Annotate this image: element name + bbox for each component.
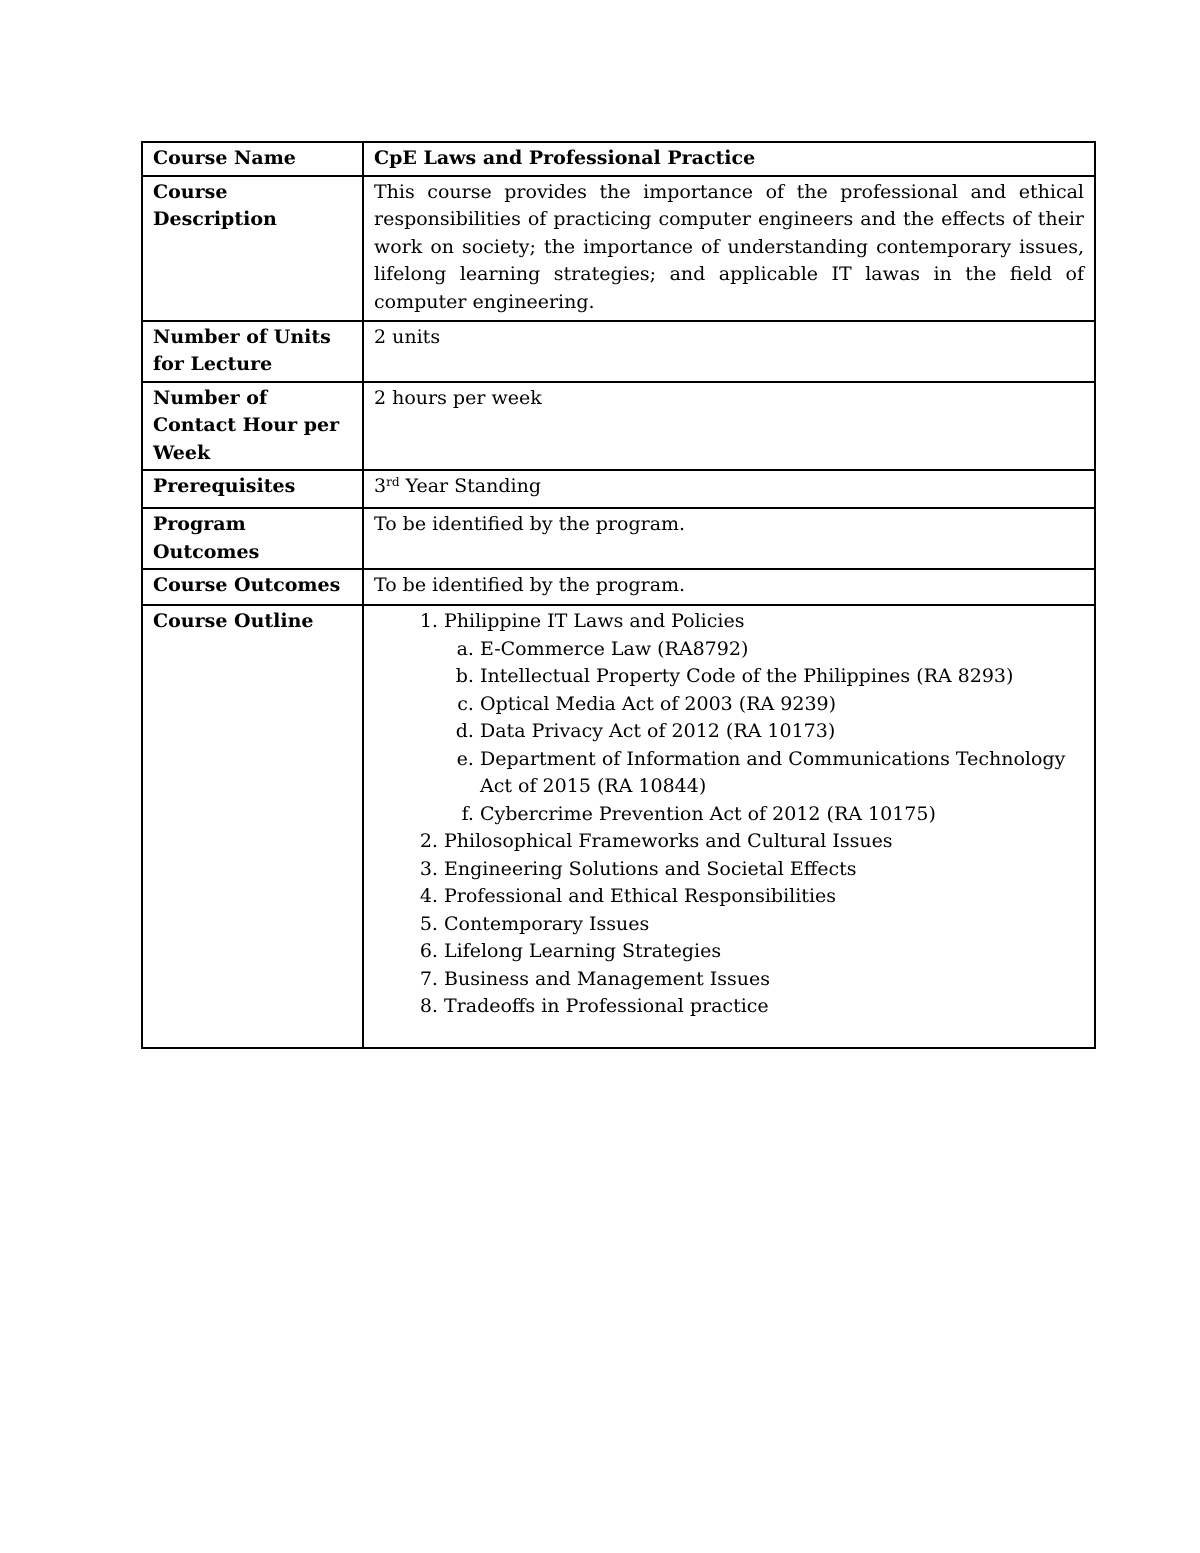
course-name-row (142, 142, 1095, 176)
prerequisites-year-text: Year Standing (399, 475, 541, 497)
prerequisites-label: Prerequisites (142, 470, 363, 508)
outline-sub-item: b. Intellectual Property Code of the Philippines (RA 8293) (480, 663, 1084, 691)
prerequisites-ordinal-suffix: rd (386, 475, 400, 489)
outline-item-text: Philippine IT Laws and Policies (444, 610, 745, 632)
program-outcomes-label: Program Outcomes (142, 508, 363, 569)
contact-hours-label: Number of Contact Hour per Week (142, 382, 363, 471)
prerequisites-value (363, 470, 1095, 508)
outline-item: 2. Philosophical Frameworks and Cultural Issues (444, 828, 1084, 856)
course-name-label: Course Name (142, 142, 363, 176)
outline-sub-item: e. Department of Information and Communications Technology Act of 2015 (RA 10844) (480, 746, 1084, 801)
outline-sub-item: f. Cybercrime Prevention Act of 2012 (RA 10175) (480, 801, 1084, 829)
course-description-value: This course provides the importance of the professional and ethical responsibilities of practicing computer engineers and the effects of their work on society; the importance of understanding contemporary issues, lifelong learning strategies; and applicable IT lawas in the field of computer engineering. (363, 176, 1095, 321)
outline-list (374, 608, 1084, 1021)
outline-item: 7. Business and Management Issues (444, 966, 1084, 994)
outline-item: 4. Professional and Ethical Responsibilities (444, 883, 1084, 911)
course-syllabus-table (141, 141, 1096, 1049)
course-name-value: CpE Laws and Professional Practice (363, 142, 1095, 176)
contact-hours-value: 2 hours per week (363, 382, 1095, 471)
outline-item (444, 608, 1084, 828)
course-outline-content (363, 605, 1095, 1048)
outline-item: 6. Lifelong Learning Strategies (444, 938, 1084, 966)
program-outcomes-row (142, 508, 1095, 569)
course-description-label: Course Description (142, 176, 363, 321)
outline-sub-item: a. E-Commerce Law (RA8792) (480, 636, 1084, 664)
outline-sub-item: c. Optical Media Act of 2003 (RA 9239) (480, 691, 1084, 719)
program-outcomes-value: To be identified by the program. (363, 508, 1095, 569)
outline-sub-item: d. Data Privacy Act of 2012 (RA 10173) (480, 718, 1084, 746)
course-description-row (142, 176, 1095, 321)
prerequisites-year-number: 3 (374, 475, 387, 497)
outline-sub-list (444, 636, 1084, 829)
course-outline-label: Course Outline (142, 605, 363, 1048)
contact-hours-row (142, 382, 1095, 471)
units-label: Number of Units for Lecture (142, 321, 363, 382)
units-row (142, 321, 1095, 382)
course-outline-row (142, 605, 1095, 1048)
outline-item: 5. Contemporary Issues (444, 911, 1084, 939)
units-value: 2 units (363, 321, 1095, 382)
outline-item: 3. Engineering Solutions and Societal Effects (444, 856, 1084, 884)
prerequisites-row (142, 470, 1095, 508)
course-outcomes-label: Course Outcomes (142, 569, 363, 605)
outline-item: 8. Tradeoffs in Professional practice (444, 993, 1084, 1021)
course-outcomes-value: To be identified by the program. (363, 569, 1095, 605)
course-outcomes-row (142, 569, 1095, 605)
